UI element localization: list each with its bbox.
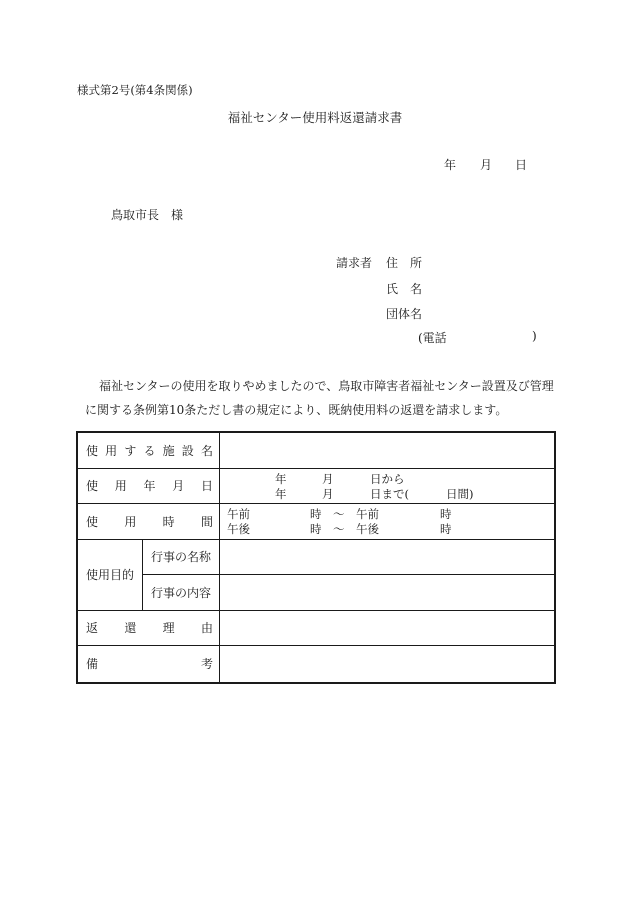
usage-time-label: 使 用 時 間 <box>78 504 220 539</box>
refund-reason-row <box>78 611 554 647</box>
usage-purpose-rows <box>143 540 554 610</box>
addressee <box>111 206 183 223</box>
event-name-field[interactable] <box>220 540 554 574</box>
usage-date-row <box>78 469 554 505</box>
event-name-label: 行事の名称 <box>143 540 220 574</box>
date-day-label: 日 <box>515 158 528 172</box>
requester-label: 請求者 <box>336 256 373 270</box>
remarks-field[interactable] <box>220 646 554 682</box>
event-name-row <box>143 540 554 575</box>
remarks-label: 備 考 <box>78 646 220 682</box>
usage-date-label: 使 用 年 月 日 <box>78 469 220 504</box>
request-statement: 福祉センターの使用を取りやめましたので、鳥取市障害者福祉センター設置及び管理に関する条例第10条ただし書の規定により、既納使用料の返還を請求します。 <box>85 379 554 417</box>
event-content-row <box>143 575 554 610</box>
form-number: 様式第2号(第4条関係) <box>77 83 193 97</box>
addressee-name: 鳥取市長 <box>111 208 160 222</box>
remarks-row <box>78 646 554 682</box>
requester-telephone-open: (電話 <box>418 331 447 345</box>
addressee-honorific: 様 <box>171 208 184 222</box>
facility-row <box>78 433 554 469</box>
request-form-table <box>76 431 556 684</box>
requester-name-label: 氏 名 <box>386 282 423 296</box>
event-content-label: 行事の内容 <box>143 575 220 610</box>
usage-date-field[interactable]: 年 月 日から 年 月 日まで( 日間) <box>275 471 474 501</box>
requester-group-label: 団体名 <box>386 307 423 321</box>
refund-reason-field[interactable] <box>220 611 554 646</box>
facility-name-field[interactable] <box>220 433 554 468</box>
date-year-label: 年 <box>444 158 457 172</box>
event-content-field[interactable] <box>220 575 554 610</box>
requester-address-label: 住 所 <box>386 256 423 270</box>
date-month-label: 月 <box>480 158 493 172</box>
usage-purpose-block <box>78 540 554 611</box>
requester-telephone-close: ) <box>532 329 537 343</box>
usage-time-field[interactable]: 午前 時 ～ 午前 時 午後 時 ～ 午後 時 <box>227 507 452 536</box>
facility-name-label: 使 用 す る 施 設 名 <box>78 433 220 468</box>
usage-purpose-label: 使用目的 <box>78 540 143 610</box>
document-title: 福祉センター使用料返還請求書 <box>227 110 403 125</box>
usage-time-row <box>78 504 554 540</box>
refund-reason-label: 返 還 理 由 <box>78 611 220 646</box>
